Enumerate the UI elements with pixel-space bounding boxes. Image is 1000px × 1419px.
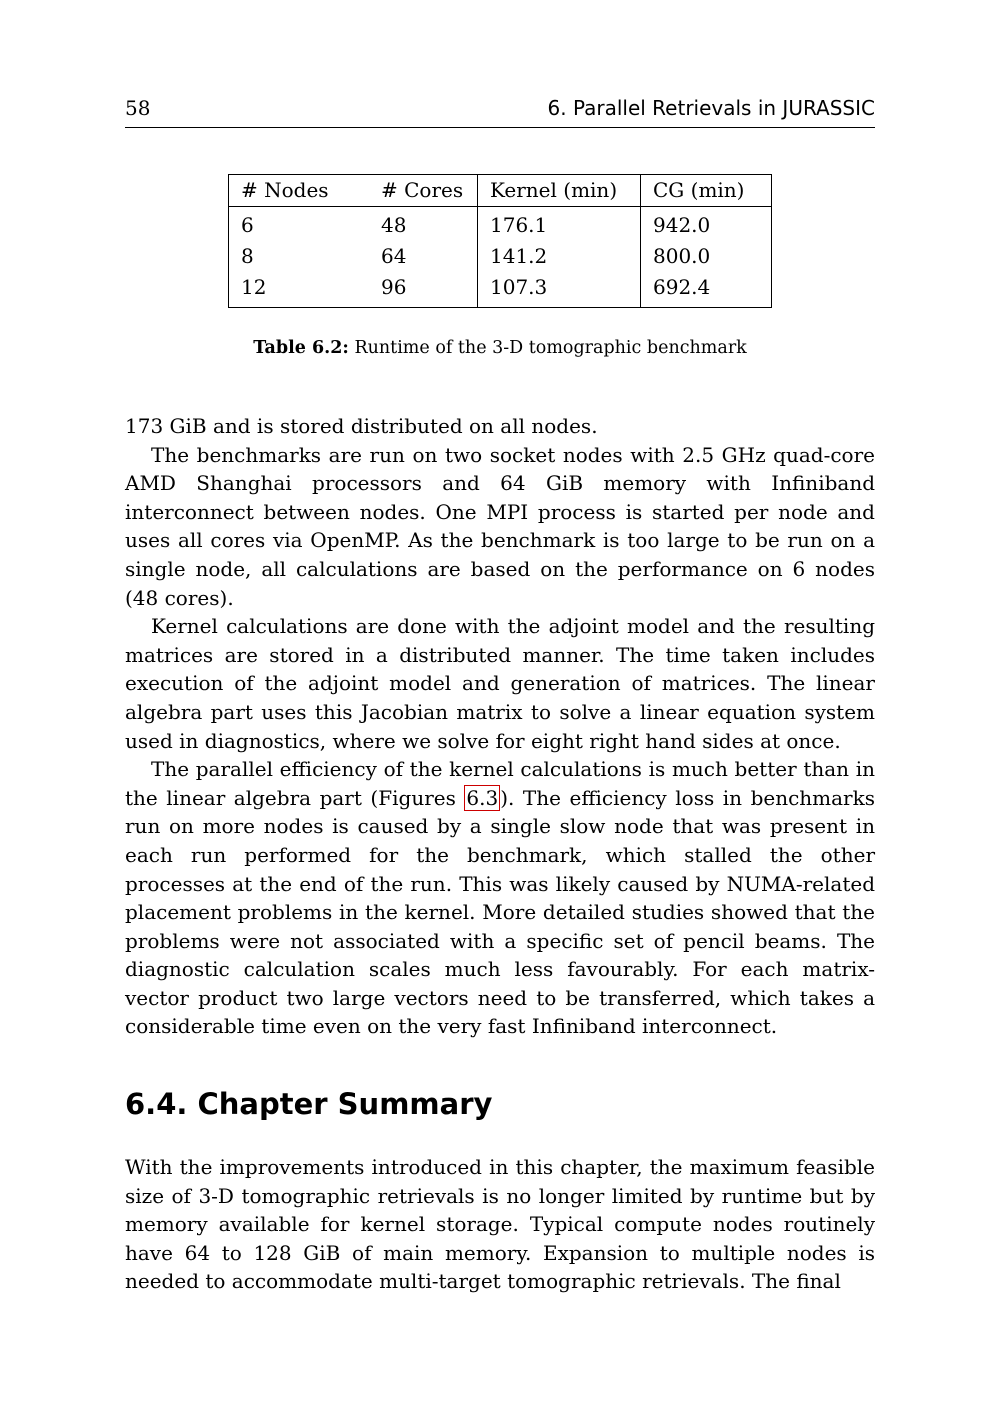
table-cell: 107.3 (478, 272, 641, 308)
table-cell: 942.0 (641, 207, 772, 242)
table-row (229, 207, 772, 242)
table-row (229, 272, 772, 308)
table-cell: 48 (381, 213, 407, 237)
benchmark-table (228, 174, 772, 308)
paragraph-text-before-link: The parallel efficiency of the kernel calculations is much better than in the linear algebra part (Figures (125, 757, 875, 810)
table-cell: 8 (241, 244, 254, 268)
section-heading-chapter-summary: 6.4. Chapter Summary (125, 1087, 493, 1122)
table-cell: 141.2 (478, 241, 641, 272)
table-caption-text: Runtime of the 3-D tomographic benchmark (348, 338, 747, 358)
chapter-running-title: 6. Parallel Retrievals in JURASSIC (547, 96, 875, 120)
paragraph-chapter-summary: With the improvements introduced in this chapter, the maximum feasible size of 3-D tomographic retrievals is no longer limited by runtime but by memory available for kernel storage. Typical compute nodes routinely have 64 to 128 GiB of main memory. Expansion to multiple nodes is needed to accommodate multi-target tomographic retrievals. The final (125, 1155, 875, 1294)
table-header-row (229, 175, 772, 207)
table-header-kernel: Kernel (min) (478, 175, 641, 207)
table-header-cores: # Cores (369, 175, 478, 207)
table-cell: 6 (241, 213, 254, 237)
paragraph-text-after-link: ). The efficiency loss in benchmarks run on more nodes is caused by a single slow node that was present in each run performed for the benchmark, which stalled the other processes at the end of the run. This was likely caused by NUMA-related placement problems in the kernel. More detailed studies showed that the problems were not associated with a specific set of pencil beams. The diagnostic calculation scales much less favourably. For each matrix-vector product two large vectors need to be transferred, which takes a considerable time even on the very fast Infiniband interconnect. (125, 785, 875, 1039)
table-cell: 12 (241, 275, 267, 299)
table-caption (125, 338, 875, 358)
table-cell: 800.0 (641, 241, 772, 272)
paragraph-benchmarks: The benchmarks are run on two socket nodes with 2.5 GHz quad-core AMD Shanghai processors and 64 GiB memory with Infiniband interconnect between nodes. One MPI process is started per node and uses all cores via OpenMP. As the benchmark is too large to be run on a single node, all calculations are based on the performance on 6 nodes (48 cores). (125, 442, 875, 610)
table-row (229, 241, 772, 272)
table-header-cg: CG (min) (641, 175, 772, 207)
body-text (125, 412, 875, 1041)
table-cell: 64 (381, 244, 407, 268)
figure-reference-link[interactable]: 6.3 (466, 785, 499, 810)
running-header (125, 96, 875, 128)
section-body (125, 1153, 875, 1296)
paragraph-kernel-calculations: Kernel calculations are done with the adjoint model and the resulting matrices are stored in a distributed manner. The time taken includes execution of the adjoint model and generation of matrices. The linear algebra part uses this Jacobian matrix to solve a linear equation system used in diagnostics, where we solve for eight right hand sides at once. (125, 614, 875, 753)
page-number: 58 (125, 96, 151, 120)
table-cell: 96 (381, 275, 407, 299)
table-caption-label: Table 6.2: (253, 338, 349, 358)
table-container (125, 174, 875, 308)
paragraph-parallel-efficiency (125, 755, 875, 1041)
table-cell: 692.4 (641, 272, 772, 308)
table-header-nodes: # Nodes (229, 175, 370, 207)
table-cell: 176.1 (478, 207, 641, 242)
paragraph-continuation: 173 GiB and is stored distributed on all nodes. (125, 414, 598, 438)
